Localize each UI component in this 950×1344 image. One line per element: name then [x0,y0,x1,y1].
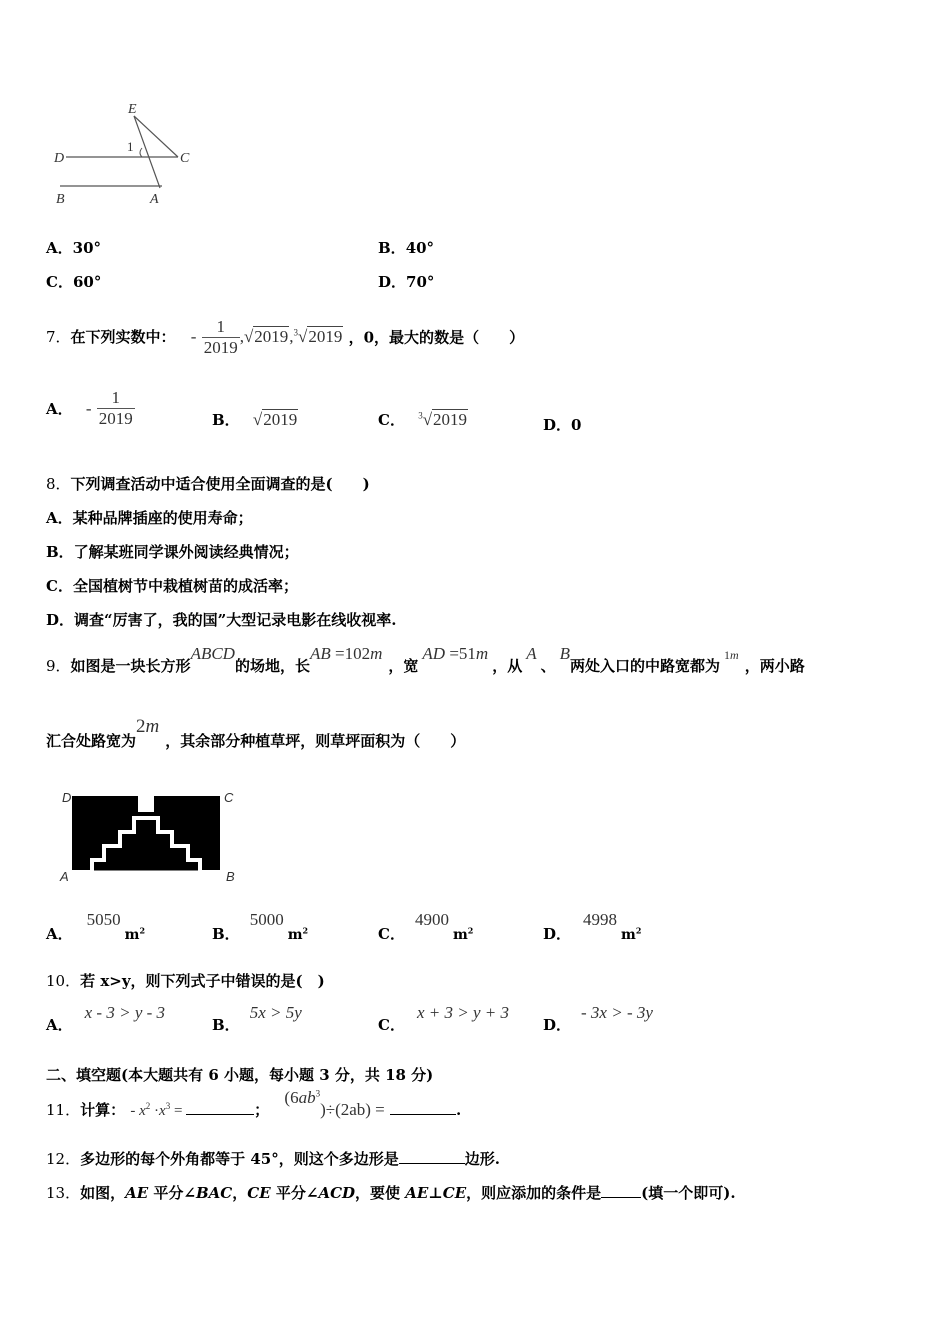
q7-option-a[interactable]: A． - $\frac{1}{2019}$ [46,388,133,428]
q10-stem: 10．若 x>y，则下列式子中错误的是( ) [46,972,325,990]
expression-2: $(6ab^3)\div(2ab)$ = [284,1088,385,1119]
q7-stem: 7．在下列实数中： - $\frac{1}{2019}$ ,√2019,$^3$√2019 ，0，最大的数是（ ） [46,316,525,357]
q9-option-b[interactable]: B．$5000m^2$ [212,910,309,943]
answer-blank-2[interactable] [390,1114,456,1115]
label-d: D [62,790,72,805]
square-root: √2019 [243,327,289,346]
question-number: 9． [46,657,71,675]
q10-option-c[interactable]: C．x + 3 > y + 3 [378,1003,509,1034]
q6-option-a[interactable]: A．30° [46,239,102,257]
label-c: C [224,790,234,805]
answer-blank[interactable] [399,1149,465,1164]
question-number: 7． [46,328,71,346]
label-e: E [128,102,137,117]
q6-option-d[interactable]: D．70° [378,273,435,291]
question-number: 10． [46,972,81,990]
answer-blank[interactable] [601,1183,641,1198]
answer-blank-1[interactable] [186,1114,254,1115]
q9-stem-line2: 汇合处路宽为2m，其余部分种植草坪，则草坪面积为（ ） [46,716,466,750]
question-number: 8． [46,475,71,493]
q6-figure [50,98,210,210]
q11: 11．计算： - $x^2 \cdot x^3$ = ； $(6ab^3)\div(2ab)$ = . [46,1088,462,1119]
label-a: A [60,869,69,884]
expression-1: - $x^2 \cdot x^3$ = [130,1101,183,1119]
q9-figure [58,788,242,884]
question-number: 12． [46,1150,81,1168]
question-number: 11． [46,1101,81,1119]
label-b: B [56,192,65,207]
road-top-gap [140,796,152,810]
fraction: $\frac{1}{2019}$ [98,388,133,428]
q9-option-d[interactable]: D．$4998m^2$ [543,910,642,943]
q8-option-d[interactable]: D．调查“厉害了，我的国”大型记录电影在线收视率. [46,611,397,629]
label-c: C [180,151,190,166]
section-title: 二、填空题(本大题共有 6 小题，每小题 3 分，共 18 分) [46,1066,434,1084]
fraction: $\frac{1}{2019}$ [203,316,238,357]
cube-root: $^3$√2019 [418,410,468,429]
q7-option-b[interactable]: B． √2019 [212,410,298,429]
square-root: √2019 [252,410,298,429]
q8-stem: 8．下列调查活动中适合使用全面调查的是( ) [46,475,370,493]
q10-option-a[interactable]: A．x - 3 > y - 3 [46,1003,166,1034]
label-b: B [226,869,235,884]
angle-arc [140,148,142,157]
q10-option-b[interactable]: B．5x > 5y [212,1003,302,1034]
q6-option-c[interactable]: C．60° [46,273,102,291]
q8-option-a[interactable]: A．某种品牌插座的使用寿命； [46,509,253,527]
line-ea [134,116,160,188]
q10-option-d[interactable]: D．- 3x > - 3y [543,1003,653,1034]
q13: 13．如图，AE 平分∠BAC，CE 平分∠ACD，要使 AE⊥CE，则应添加的条件是 (填一个即可). [46,1184,736,1202]
q9-option-a[interactable]: A．$5050m^2$ [46,910,146,943]
q6-option-b[interactable]: B．40° [378,239,435,257]
q8-option-b[interactable]: B．了解某班同学课外阅读经典情况； [46,543,299,561]
label-angle-1: 1 [127,139,134,154]
label-a: A [150,192,159,207]
q9-option-c[interactable]: C．$4900m^2$ [378,910,474,943]
question-number: 13． [46,1184,81,1202]
q8-option-c[interactable]: C．全国植树节中栽植树苗的成活率； [46,577,298,595]
q9-stem-line1: 9．如图是一块长方形ABCD的场地，长AB =102m，宽AD =51m，从A、B两处入口的中路宽都为1m，两小路 [46,644,805,675]
q12: 12．多边形的每个外角都等于 45°，则这个多边形是 边形. [46,1150,500,1168]
label-d: D [54,151,65,166]
cube-root: $^3$√2019 [293,327,343,346]
q7-option-c[interactable]: C． $^3$√2019 [378,410,468,429]
q7-option-d[interactable]: D．0 [543,416,582,434]
